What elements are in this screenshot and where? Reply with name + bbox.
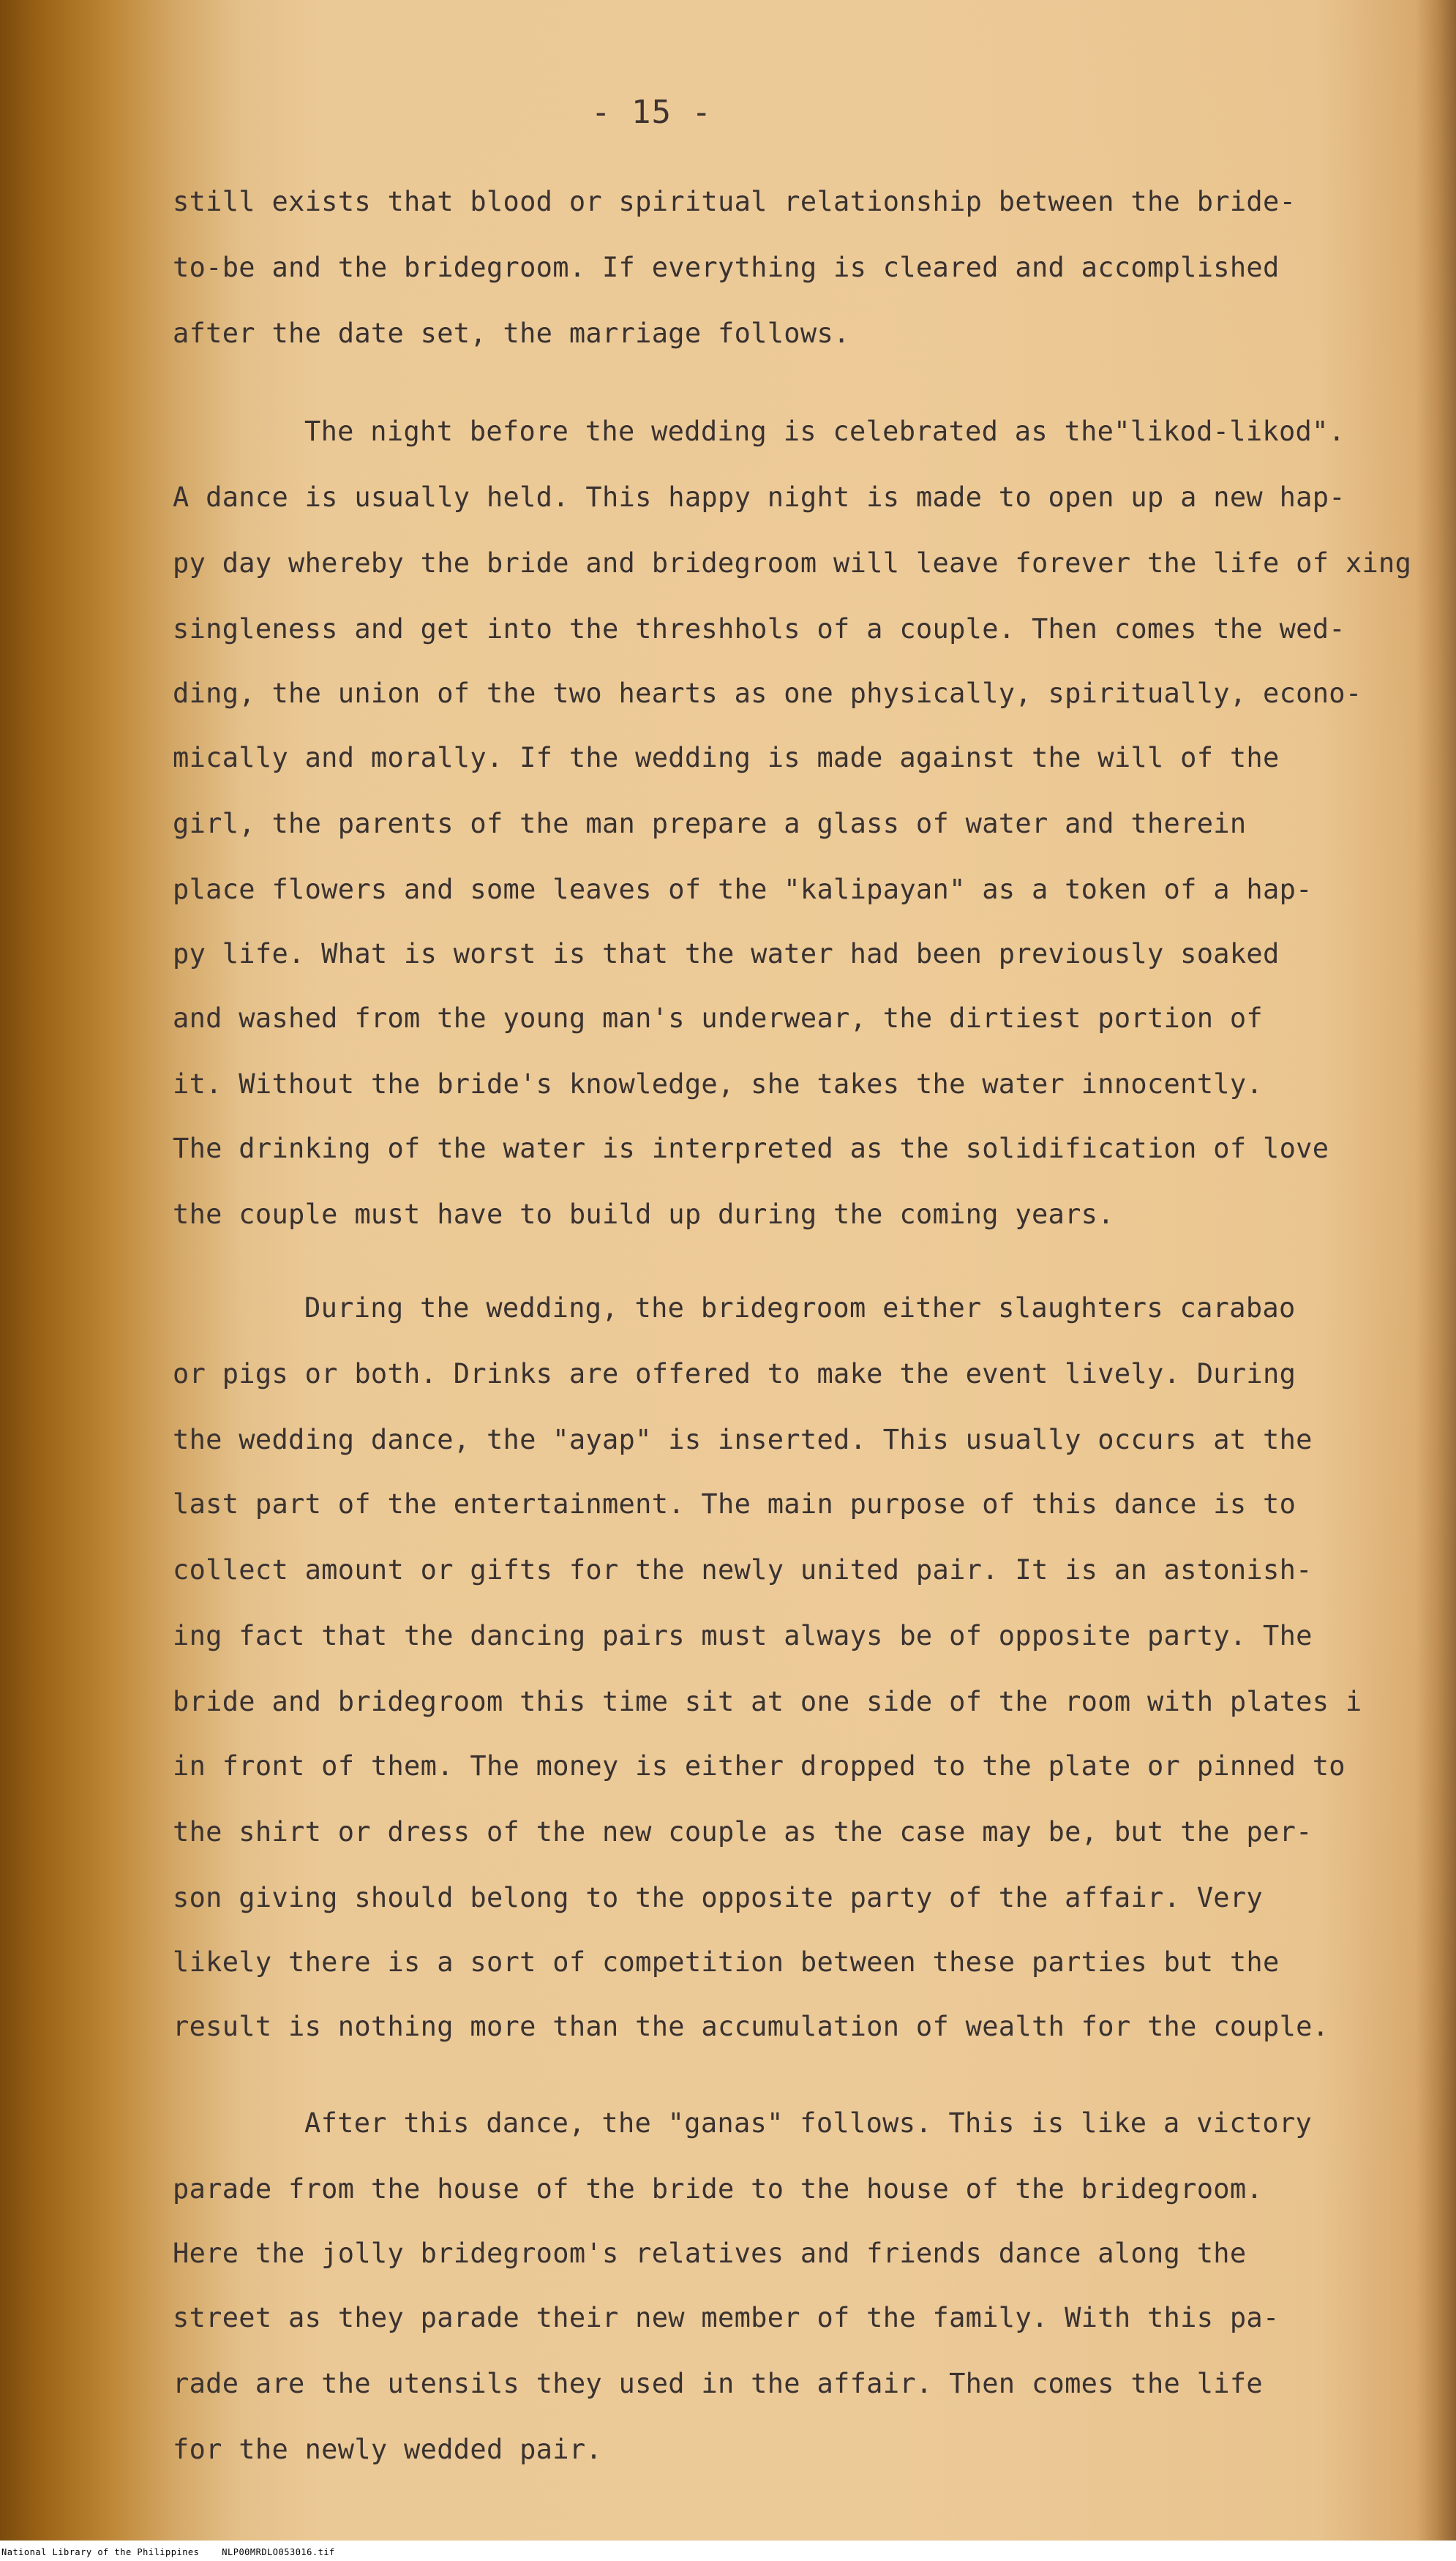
text-line: Here the jolly bridegroom's relatives and friends dance along the	[173, 2238, 1247, 2269]
text-line: bride and bridegroom this time sit at one side of the room with plates i	[173, 1686, 1362, 1717]
text-line: street as they parade their new member of the family. With this pa-	[173, 2302, 1280, 2333]
text-line: During the wedding, the bridegroom either slaughters carabao	[304, 1292, 1296, 1324]
text-line: py life. What is worst is that the water had been previously soaked	[173, 938, 1280, 970]
text-line: for the newly wedded pair.	[173, 2434, 602, 2465]
text-line: after the date set, the marriage follows.	[173, 318, 850, 349]
text-line: still exists that blood or spiritual relationship between the bride-	[173, 186, 1296, 217]
text-line: ding, the union of the two hearts as one physically, spiritually, econo-	[173, 678, 1362, 709]
text-line: to-be and the bridegroom. If everything is cleared and accomplished	[173, 252, 1280, 283]
text-line: A dance is usually held. This happy night is made to open up a new hap-	[173, 481, 1346, 513]
text-line: mically and morally. If the wedding is made against the will of the	[173, 742, 1280, 773]
text-line: result is nothing more than the accumulation of wealth for the couple.	[173, 2011, 1329, 2042]
text-line: in front of them. The money is either dropped to the plate or pinned to	[173, 1750, 1346, 1782]
text-line: or pigs or both. Drinks are offered to make the event lively. During	[173, 1358, 1296, 1390]
footer-caption	[1, 2546, 335, 2558]
text-line: last part of the entertainment. The main purpose of this dance is to	[173, 1488, 1296, 1520]
text-line: After this dance, the "ganas" follows. This is like a victory	[304, 2107, 1313, 2139]
text-line: girl, the parents of the man prepare a glass of water and therein	[173, 808, 1247, 839]
footer-file-id: NLP00MRDLO053016.tif	[222, 2547, 335, 2557]
scan-footer	[0, 2545, 1456, 2561]
text-line: The drinking of the water is interpreted as the solidification of love	[173, 1133, 1329, 1164]
text-line: the wedding dance, the "ayap" is inserted. This usually occurs at the	[173, 1424, 1313, 1455]
text-line: ing fact that the dancing pairs must always be of opposite party. The	[173, 1620, 1313, 1651]
text-line: the shirt or dress of the new couple as the case may be, but the per-	[173, 1816, 1313, 1848]
text-line: the couple must have to build up during the coming years.	[173, 1199, 1114, 1230]
text-line: son giving should belong to the opposite party of the affair. Very	[173, 1882, 1264, 1913]
text-line: collect amount or gifts for the newly united pair. It is an astonish-	[173, 1554, 1313, 1586]
text-line: The night before the wedding is celebrated as the"likod-likod".	[304, 416, 1346, 447]
text-line: it. Without the bride's knowledge, she takes the water innocently.	[173, 1068, 1264, 1100]
footer-library: National Library of the Philippines	[1, 2547, 200, 2557]
text-line: py day whereby the bride and bridegroom will leave forever the life of xing	[173, 547, 1412, 579]
text-line: parade from the house of the bride to the house of the bridegroom.	[173, 2173, 1264, 2205]
page-number: - 15 -	[591, 94, 712, 131]
text-line: likely there is a sort of competition between these parties but the	[173, 1946, 1280, 1978]
text-line: place flowers and some leaves of the "kalipayan" as a token of a hap-	[173, 874, 1313, 905]
text-line: singleness and get into the threshhols of a couple. Then comes the wed-	[173, 613, 1346, 645]
text-line: and washed from the young man's underwear, the dirtiest portion of	[173, 1002, 1264, 1034]
text-line: rade are the utensils they used in the affair. Then comes the life	[173, 2368, 1264, 2399]
